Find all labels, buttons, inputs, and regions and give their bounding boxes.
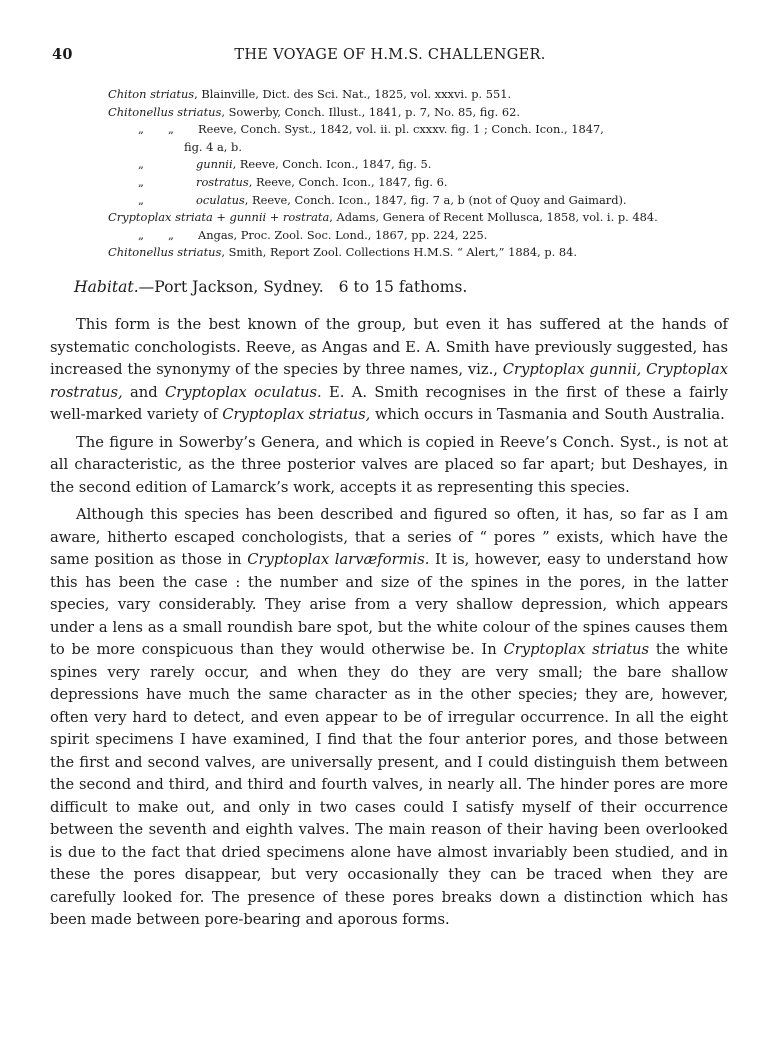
paragraph: The figure in Sowerby’s Genera, and which is copied in Reeve’s Conch. Syst., is not at all characteristic, as the three posterior valves are placed so far apart; but Deshayes, in the second edition of Lamarck’s work, accepts it as representing this species. xyxy=(50,433,728,496)
synonym-reference: Reeve, Conch. Syst., 1842, vol. ii. pl. cxxxv. fig. 1 ; Conch. Icon., 1847, xyxy=(198,122,604,137)
synonymy-entry xyxy=(108,156,730,174)
species-name: Cryptoplax gunnii, Cryptoplax rostratus, xyxy=(50,361,728,401)
ditto-mark: „ xyxy=(138,122,144,137)
habitat-depth: 6 to 15 fathoms. xyxy=(338,278,468,296)
synonymy-entry xyxy=(108,192,730,210)
page-header xyxy=(52,46,728,68)
ditto-mark: „ xyxy=(138,174,144,189)
text-run: and xyxy=(122,383,165,401)
synonym-reference: , Reeve, Conch. Icon., 1847, fig. 6. xyxy=(248,174,448,189)
synonymy-entry xyxy=(108,174,730,192)
synonym-reference: , Smith, Report Zool. Collections H.M.S. “ Alert,” 1884, p. 84. xyxy=(221,245,577,260)
species-name: Cryptoplax larvæformis. xyxy=(247,551,430,568)
text-run: E. A. Smith recognises in the first of these a fairly well-marked variety of xyxy=(50,383,729,423)
synonymy-entry xyxy=(108,121,730,139)
synonym-name: oculatus xyxy=(196,192,245,207)
paragraph xyxy=(50,314,728,427)
species-name: Cryptoplax striatus xyxy=(503,641,649,658)
running-title: THE VOYAGE OF H.M.S. CHALLENGER. xyxy=(234,47,546,63)
ditto-mark: „ xyxy=(138,157,144,172)
synonym-reference: , Reeve, Conch. Icon., 1847, fig. 5. xyxy=(232,157,432,172)
text-run: the white spines very rarely occur, and when they do they are very small; the bare shallow depressions have much the same character as in the other species; they are, however, often very hard to detect, and even appear to be of irregular occurrence. In all the eight spirit specimens I have examined, I find that the four anterior pores, and those between the first and second valves, are universally present, and I could distinguish them between the second and third, and third and fourth valves, in nearly all. The hinder pores are more difficult to make out, and only in two cases could I satisfy myself of their occurrence between the seventh and eighth valves. The main reason of their having been overlooked is due to the fact that dried specimens alone have almost invariably been studied, and in these the pores disappear, but very occasionally they can be traced when they are carefully looked for. The presence of these pores breaks down a distinction which has been made between pore-bearing and aporous forms. xyxy=(50,641,729,928)
ditto-mark: „ xyxy=(168,122,174,137)
synonym-name: gunnii xyxy=(196,157,233,172)
page-number: 40 xyxy=(52,46,73,63)
species-name: Cryptoplax oculatus. xyxy=(164,383,322,401)
text-run: which occurs in Tasmania and South Australia. xyxy=(370,406,725,423)
ditto-mark: „ xyxy=(138,192,144,207)
synonym-name: rostratus xyxy=(196,174,249,189)
habitat-label: Habitat. xyxy=(74,278,139,296)
text-run: This form is the best known of the group, but even it has suffered at the hands of systematic conchologists. Reeve, as Angas and E. A. Smith have previously suggested, has increased the synonymy of the species by three names, viz., xyxy=(50,316,728,378)
synonym-name: Chitonellus striatus xyxy=(108,104,222,119)
synonymy-entry xyxy=(108,244,730,262)
synonymy-continuation: fig. 4 a, b. xyxy=(184,139,242,154)
text-run: It is, however, easy to understand how this has been the case : the number and size of the spines in the pores, in the latter species, vary considerably. They arise from a very shallow depression, which appears under a lens as a small roundish bare spot, but the white colour of the spines causes them to be more conspicuous than they would otherwise be. In xyxy=(50,551,728,658)
synonymy-list xyxy=(108,86,730,262)
synonym-reference: , Blainville, Dict. des Sci. Nat., 1825, vol. xxxvi. p. 551. xyxy=(194,87,512,101)
synonymy-entry xyxy=(108,209,730,227)
synonym-reference: Angas, Proc. Zool. Soc. Lond., 1867, pp. 224, 225. xyxy=(198,227,488,242)
ditto-mark: „ xyxy=(168,227,174,242)
synonym-reference: , Adams, Genera of Recent Mollusca, 1858, vol. i. p. 484. xyxy=(329,210,658,225)
ditto-mark: „ xyxy=(138,227,144,242)
synonym-name: Chitonellus striatus xyxy=(108,245,222,260)
habitat-text: —Port Jackson, Sydney. xyxy=(138,278,324,296)
text-run: Although this species has been described and figured so often, it has, so far as I am aware, hitherto escaped conchologists, that a series of “ pores ” exists, which have the same position as those in xyxy=(50,506,728,568)
synonymy-entry xyxy=(108,86,730,104)
species-name: Cryptoplax striatus, xyxy=(222,406,371,423)
synonymy-entry xyxy=(108,227,730,245)
synonym-name: Chiton striatus xyxy=(108,87,195,101)
synonym-reference: , Reeve, Conch. Icon., 1847, fig. 7 a, b (not of Quoy and Gaimard). xyxy=(244,192,627,207)
synonym-reference: , Sowerby, Conch. Illust., 1841, p. 7, No. 85, fig. 62. xyxy=(221,104,521,119)
synonym-name: Cryptoplax striata + gunnii + rostrata xyxy=(108,210,330,225)
paragraph xyxy=(50,504,728,932)
habitat-line xyxy=(74,278,714,296)
synonymy-entry xyxy=(108,104,730,122)
body-text xyxy=(50,314,728,937)
